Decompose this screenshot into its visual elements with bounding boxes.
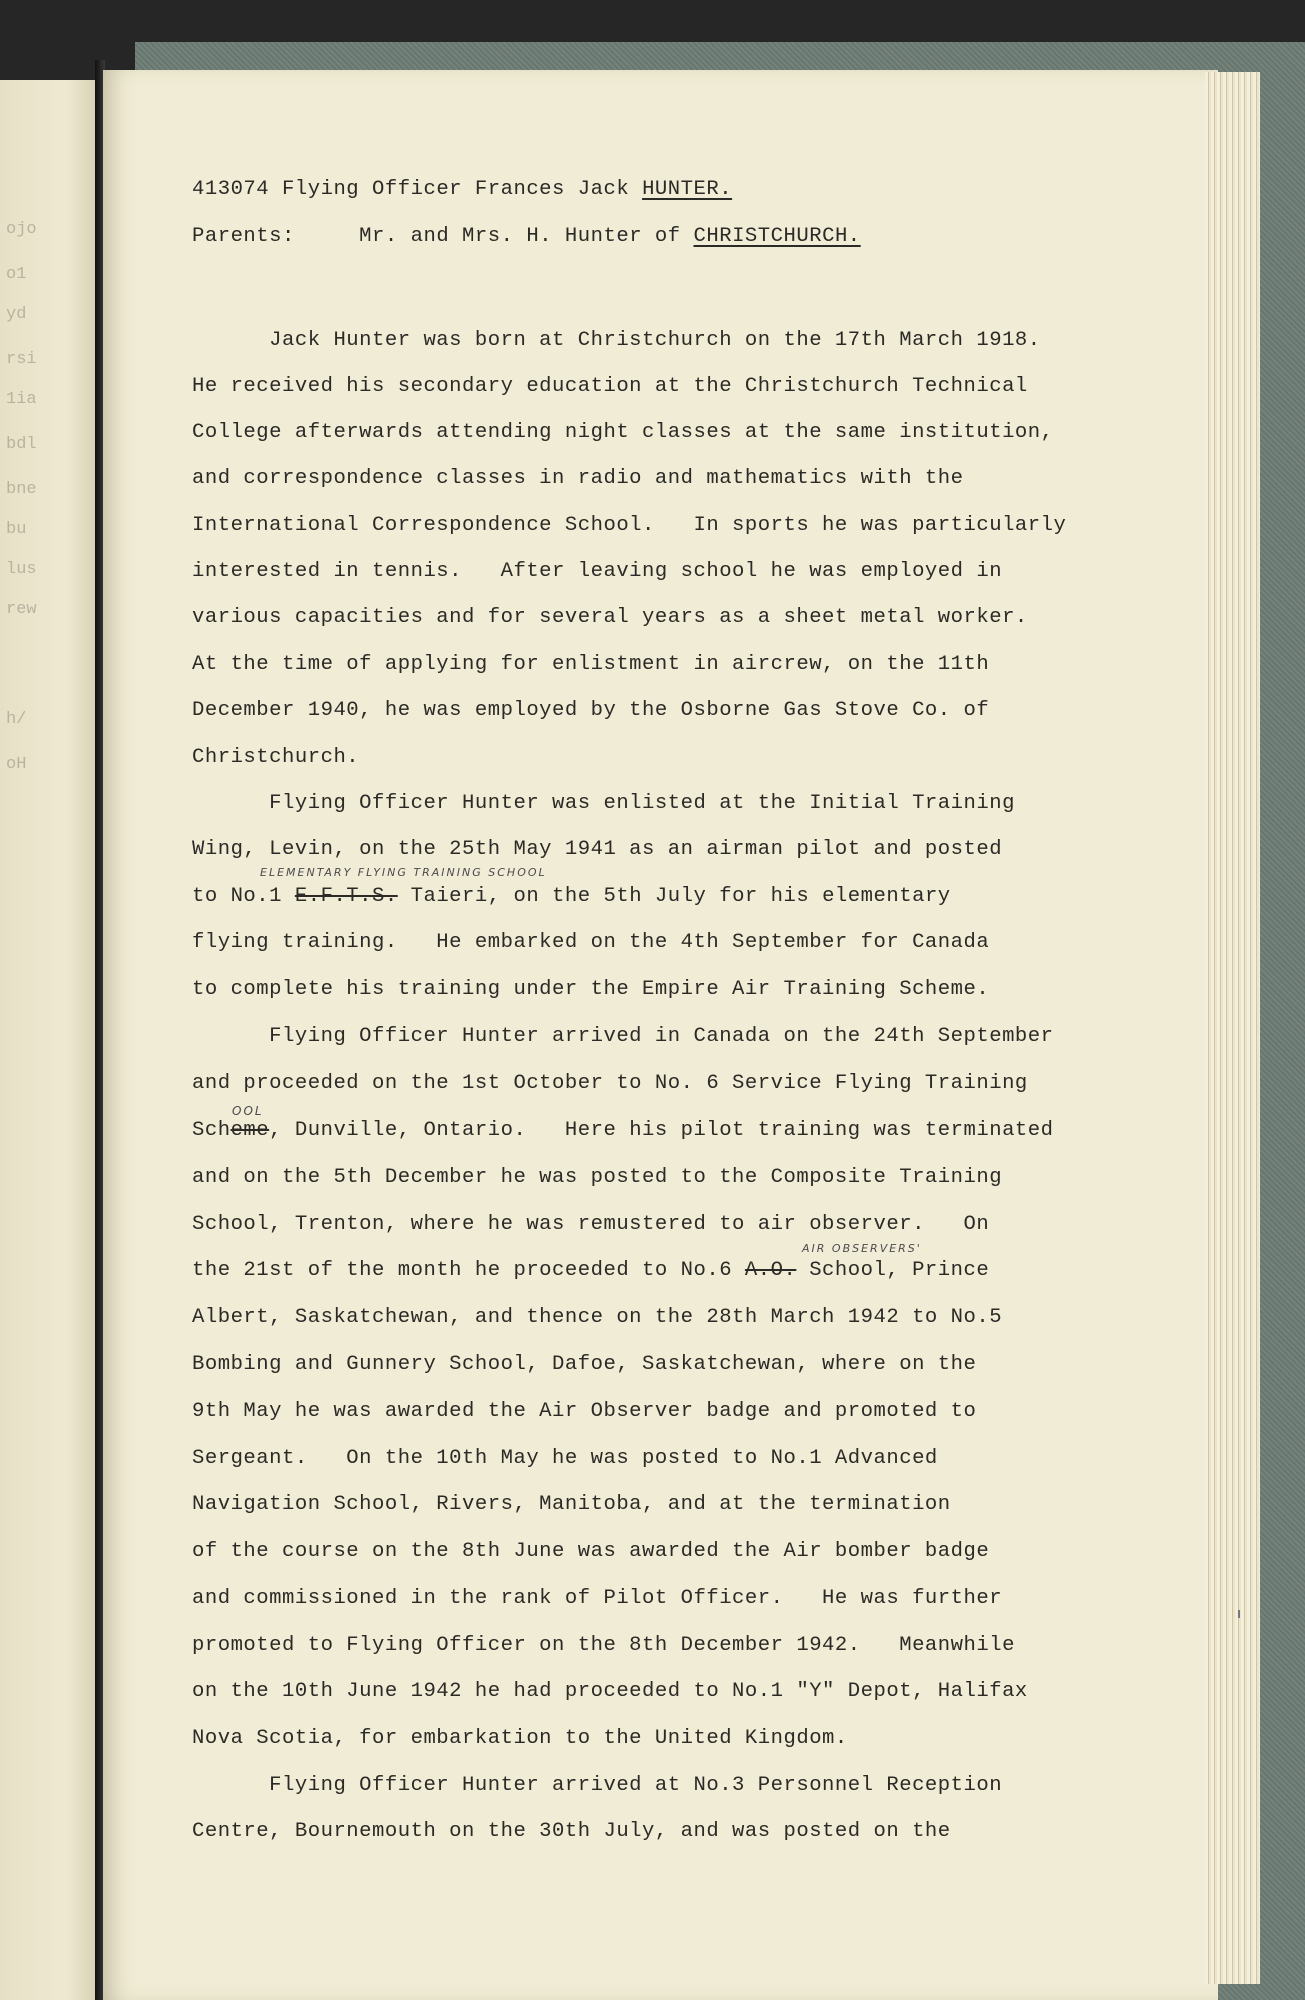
text-line: Nova Scotia, for embarkation to the United Kingdom. (192, 1727, 848, 1750)
text-line: Wing, Levin, on the 25th May 1941 as an airman pilot and posted (192, 838, 1003, 861)
text-line: to No.1 E.F.T.S. Taieri, on the 5th July for his elementary (192, 885, 951, 908)
page-stack-edge (1205, 72, 1260, 1984)
facing-page-edge: ojo o1 yd rsi 1ia bdl bne bu lus rew h/ oH (0, 80, 95, 2000)
text-line: promoted to Flying Officer on the 8th December 1942. Meanwhile (192, 1634, 1015, 1657)
service-number: 413074 (192, 178, 270, 201)
text-line: At the time of applying for enlistment in aircrew, on the 11th (192, 653, 990, 676)
text-line: School, Trenton, where he was remustered to air observer. On (192, 1213, 990, 1236)
text-line: Flying Officer Hunter arrived in Canada on the 24th September (192, 1025, 1054, 1048)
text-line: International Correspondence School. In sports he was particularly (192, 514, 1067, 537)
text-line: of the course on the 8th June was awarded the Air bomber badge (192, 1540, 990, 1563)
header-line (192, 178, 732, 202)
text-line: interested in tennis. After leaving school he was employed in (192, 560, 1003, 583)
surname: HUNTER. (642, 178, 733, 201)
text-line: the 21st of the month he proceeded to No.6 A.O. School, Prince (192, 1259, 990, 1282)
text-line: 9th May he was awarded the Air Observer badge and promoted to (192, 1400, 977, 1423)
text-line: and proceeded on the 1st October to No. 6 Service Flying Training (192, 1072, 1028, 1095)
text-line: on the 10th June 1942 he had proceeded to No.1 "Y" Depot, Halifax (192, 1680, 1028, 1703)
struck-text: A.O. (744, 1259, 797, 1282)
text-line: Centre, Bournemouth on the 30th July, and was posted on the (192, 1820, 951, 1843)
text-line: Flying Officer Hunter was enlisted at the Initial Training (192, 792, 1015, 815)
text-line: Scheme, Dunville, Ontario. Here his pilot training was terminated (192, 1119, 1054, 1142)
struck-text: E.F.T.S. (294, 885, 398, 908)
rank-and-name: Flying Officer Frances Jack (282, 178, 630, 201)
text-line: Flying Officer Hunter arrived at No.3 Personnel Reception (192, 1774, 1003, 1797)
text-line: Christchurch. (192, 746, 360, 769)
struck-text: eme (230, 1119, 270, 1142)
handwritten-insert: OOL (232, 1104, 264, 1118)
handwritten-insert: ELEMENTARY FLYING TRAINING SCHOOL (260, 866, 547, 879)
text-line: Jack Hunter was born at Christchurch on the 17th March 1918. (192, 329, 1041, 352)
text-line: and commissioned in the rank of Pilot Officer. He was further (192, 1587, 1003, 1610)
parents-line (192, 225, 861, 249)
parents-names: Mr. and Mrs. H. Hunter of (359, 225, 681, 248)
handwritten-insert: AIR OBSERVERS' (802, 1242, 922, 1255)
text-line: December 1940, he was employed by the Osborne Gas Stove Co. of (192, 699, 990, 722)
text-line: flying training. He embarked on the 4th September for Canada (192, 931, 990, 954)
text-line: Sergeant. On the 10th May he was posted to No.1 Advanced (192, 1447, 938, 1470)
parents-place: CHRISTCHURCH. (693, 225, 861, 248)
text-line: Bombing and Gunnery School, Dafoe, Saskatchewan, where on the (192, 1353, 977, 1376)
pencil-mark (1238, 1610, 1240, 1618)
text-line: He received his secondary education at the Christchurch Technical (192, 375, 1028, 398)
text-line: and on the 5th December he was posted to the Composite Training (192, 1166, 1003, 1189)
text-line: and correspondence classes in radio and mathematics with the (192, 467, 964, 490)
text-line: various capacities and for several years as a sheet metal worker. (192, 606, 1028, 629)
text-line: College afterwards attending night classes at the same institution, (192, 421, 1054, 444)
text-line: to complete his training under the Empire Air Training Scheme. (192, 978, 990, 1001)
text-line: Albert, Saskatchewan, and thence on the 28th March 1942 to No.5 (192, 1306, 1003, 1329)
parents-label: Parents: (192, 225, 295, 248)
text-line: Navigation School, Rivers, Manitoba, and at the termination (192, 1493, 951, 1516)
